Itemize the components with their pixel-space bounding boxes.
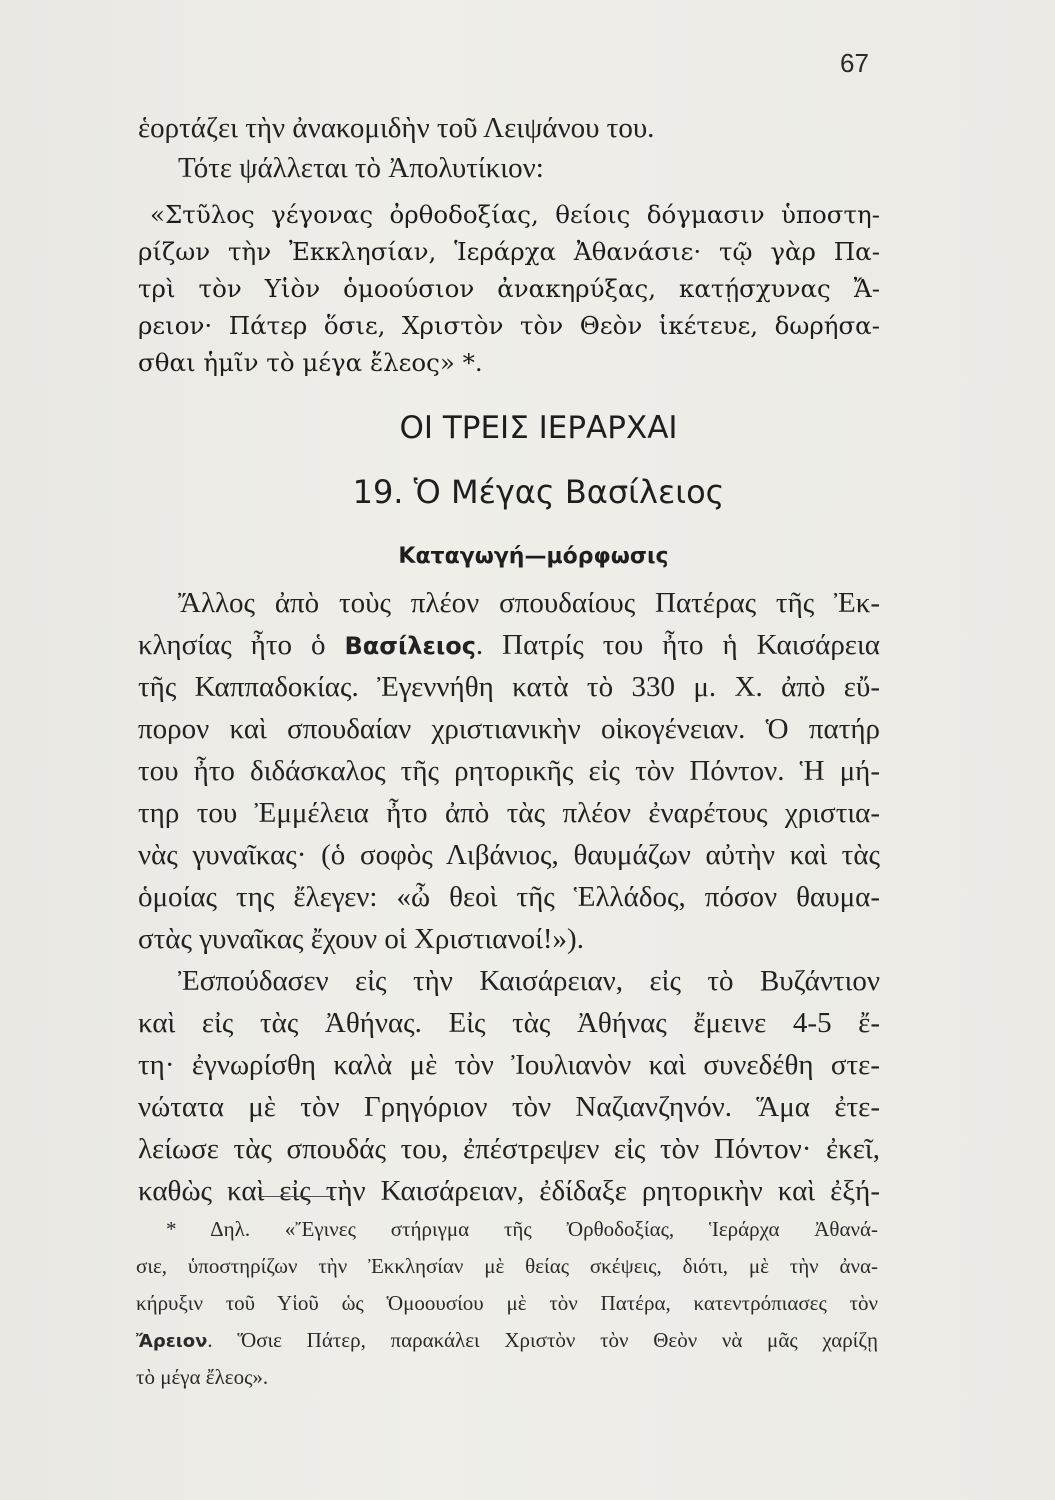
name-basil: Βασίλειος <box>344 632 476 660</box>
page-number: 67 <box>840 48 869 78</box>
body-line: ὁμοίας της ἔλεγεν: «ὦ θεοὶ τῆς Ἑλλάδος, πόσον θαυμα- <box>138 882 880 913</box>
footnote-line: τὸ μέγα ἔλεος». <box>136 1366 269 1389</box>
apolytikion-line-2: ρίζων τὴν Ἐκκλησίαν, Ἱεράρχα Ἀθανάσιε· τῷ γὰρ Πα- <box>138 239 880 266</box>
footnote-line: σιε, ὑποστηρίζων τὴν Ἐκκλησίαν μὲ θείας σκέψεις, διότι, μὲ τὴν ἀνα- <box>136 1255 878 1278</box>
footnote-line: κήρυξιν τοῦ Υἱοῦ ὡς Ὁμοουσίου μὲ τὸν Πατέρα, κατεντρόπιασες τὸν <box>136 1292 878 1315</box>
apolytikion-line-1: «Στῦλος γέγονας ὀρθοδοξίας, θείοις δόγμασιν ὑποστη- <box>150 202 880 229</box>
footnote-line: * Δηλ. «Ἔγινες στήριγμα τῆς Ὀρθοδοξίας, Ἱεράρχα Ἀθανά- <box>166 1218 878 1241</box>
body-line: καθὼς καὶ εἰς τὴν Καισάρειαν, ἐδίδαξε ρητορικὴν καὶ ἐξή- <box>138 1176 880 1207</box>
chapter-title: 19. Ὁ Μέγας Βασίλειος <box>352 473 725 511</box>
body-line: λείωσε τὰς σπουδάς του, ἐπέστρεψεν εἰς τὸν Πόντον· ἐκεῖ, <box>138 1134 880 1165</box>
body-line: νώτατα μὲ τὸν Γρηγόριον τὸν Ναζιανζηνόν. Ἅμα ἐτε- <box>138 1092 880 1123</box>
body-line: Ἐσπούδασεν εἰς τὴν Καισάρειαν, εἰς τὸ Βυζάντιον <box>178 966 880 997</box>
body-line: πορον καὶ σπουδαίαν χριστιανικὴν οἰκογένειαν. Ὁ πατήρ <box>138 714 880 745</box>
body-line: Ἄλλος ἀπὸ τοὺς πλέον σπουδαίους Πατέρας τῆς Ἐκ- <box>178 588 880 619</box>
body-line: τη· ἐγνωρίσθη καλὰ μὲ τὸν Ἰουλιανὸν καὶ συνεδέθη στε- <box>138 1050 880 1081</box>
intro-line-1: ἑορτάζει τὴν ἀνακομιδὴν τοῦ Λειψάνου του. <box>138 113 655 144</box>
subheading: Καταγωγή—μόρφωσις <box>398 544 669 569</box>
intro-line-2: Τότε ψάλλεται τὸ Ἀπολυτίκιον: <box>178 153 544 184</box>
body-line: τῆς Καππαδοκίας. Ἐγεννήθη κατὰ τὸ 330 μ. Χ. ἀπὸ εὔ- <box>138 672 880 703</box>
apolytikion-line-3: τρὶ τὸν Υἱὸν ὁμοούσιον ἀνακηρύξας, κατῄσχυνας Ἄ- <box>138 276 880 303</box>
body-line: του ἦτο διδάσκαλος τῆς ρητορικῆς εἰς τὸν Πόντον. Ἡ μή- <box>138 756 880 787</box>
apolytikion-line-4: ρειον· Πάτερ ὅσιε, Χριστὸν τὸν Θεὸν ἱκέτευε, δωρήσα- <box>138 313 880 340</box>
footnote-line: Ἄρειον. Ὅσιε Πάτερ, παρακάλει Χριστὸν τὸν Θεὸν νὰ μᾶς χαρίζῃ <box>136 1329 878 1352</box>
body-line: κλησίας ἦτο ὁ Βασίλειος. Πατρίς του ἦτο ἡ Καισάρεια <box>138 630 880 661</box>
footnote-divider <box>258 1196 334 1197</box>
body-line: καὶ εἰς τὰς Ἀθήνας. Εἰς τὰς Ἀθήνας ἔμεινε 4-5 ἔ- <box>138 1008 880 1039</box>
section-title: ΟΙ ΤΡΕΙΣ ΙΕΡΑΡΧΑΙ <box>399 410 678 446</box>
apolytikion-line-5: σθαι ἡμῖν τὸ μέγα ἔλεος» *. <box>138 350 483 377</box>
body-line: τηρ του Ἐμμέλεια ἦτο ἀπὸ τὰς πλέον ἐναρέτους χριστια- <box>138 798 880 829</box>
body-line: νὰς γυναῖκας· (ὁ σοφὸς Λιβάνιος, θαυμάζων αὐτὴν καὶ τὰς <box>138 840 880 871</box>
body-line: στὰς γυναῖκας ἔχουν οἱ Χριστιανοί!»). <box>138 924 584 955</box>
